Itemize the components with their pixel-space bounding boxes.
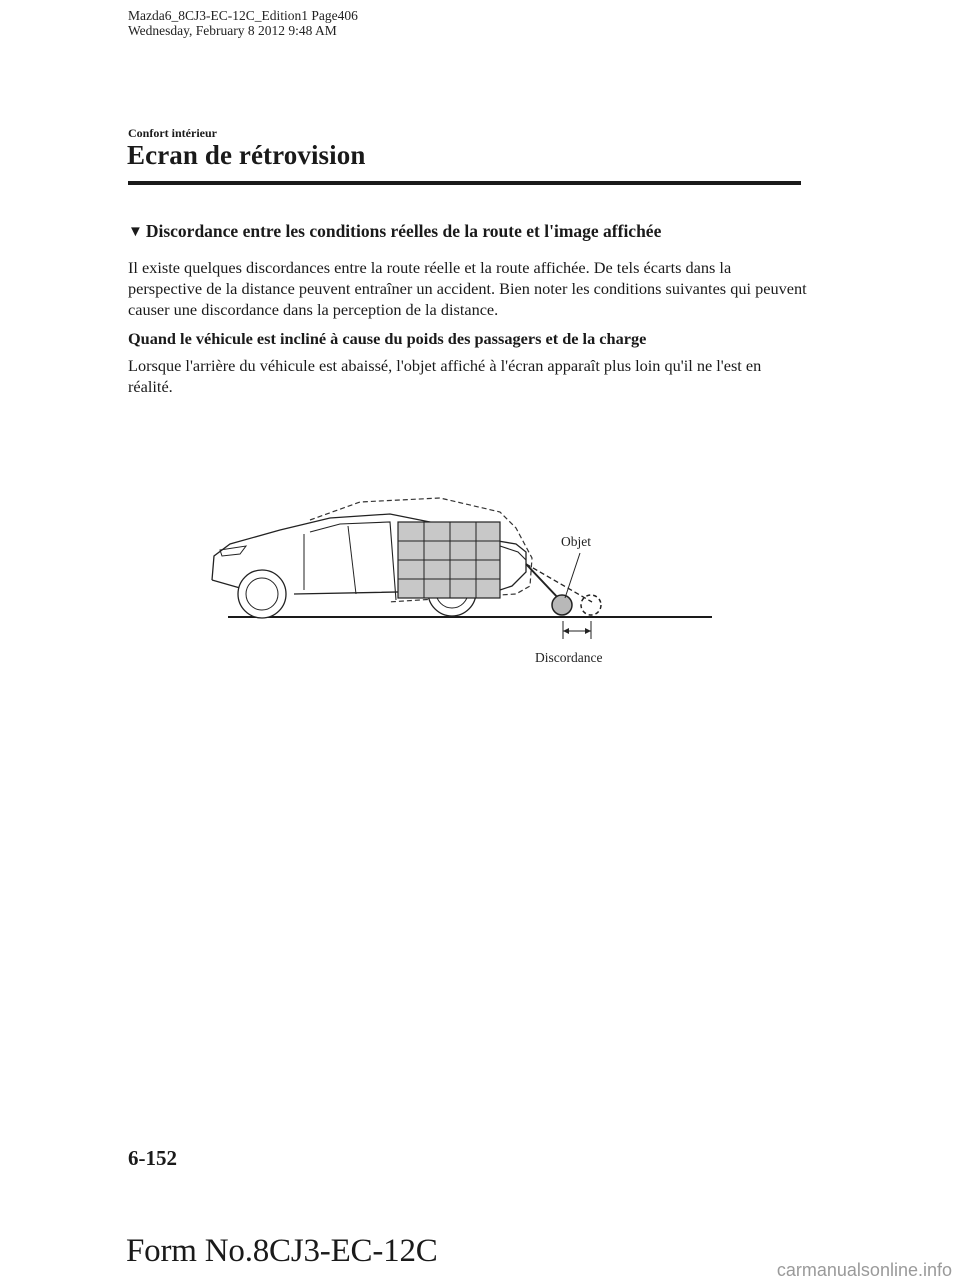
car-illustration: [200, 490, 730, 670]
page-title: Ecran de rétrovision: [127, 140, 366, 170]
title-rule: [128, 181, 801, 185]
form-number: Form No.8CJ3-EC-12C: [126, 1233, 438, 1269]
triangle-down-icon: ▼: [128, 224, 143, 240]
print-header-line1: Mazda6_8CJ3-EC-12C_Edition1 Page406: [128, 8, 358, 23]
object-label: Objet: [561, 534, 591, 549]
actual-sightline: [526, 564, 560, 600]
paragraph-discordance-intro: Il existe quelques discordances entre la route réelle et la route affichée. De tels écarts dans la perspective de la distance peuvent entraîner un accident. Bien noter les conditions suivantes qui peuvent causer une discordance dans la perception de la distance.: [128, 258, 807, 319]
discordance-label: Discordance: [535, 650, 603, 665]
discordance-illustration: [200, 490, 730, 670]
actual-object: [552, 595, 572, 615]
condition-heading: Quand le véhicule est incliné à cause du poids des passagers et de la charge: [128, 329, 647, 348]
section-label: Confort intérieur: [128, 126, 217, 140]
watermark: carmanualsonline.info: [776, 1260, 952, 1280]
front-wheel: [238, 570, 286, 618]
print-header: [128, 8, 358, 38]
subheading: [128, 221, 661, 242]
subheading-text: Discordance entre les conditions réelles de la route et l'image affichée: [145, 221, 662, 241]
page-number: 6-152: [128, 1146, 177, 1170]
paragraph-condition: Lorsque l'arrière du véhicule est abaissé, l'objet affiché à l'écran apparaît plus loin qu'il ne l'est en réalité.: [128, 356, 762, 396]
print-header-line2: Wednesday, February 8 2012 9:48 AM: [128, 23, 337, 38]
